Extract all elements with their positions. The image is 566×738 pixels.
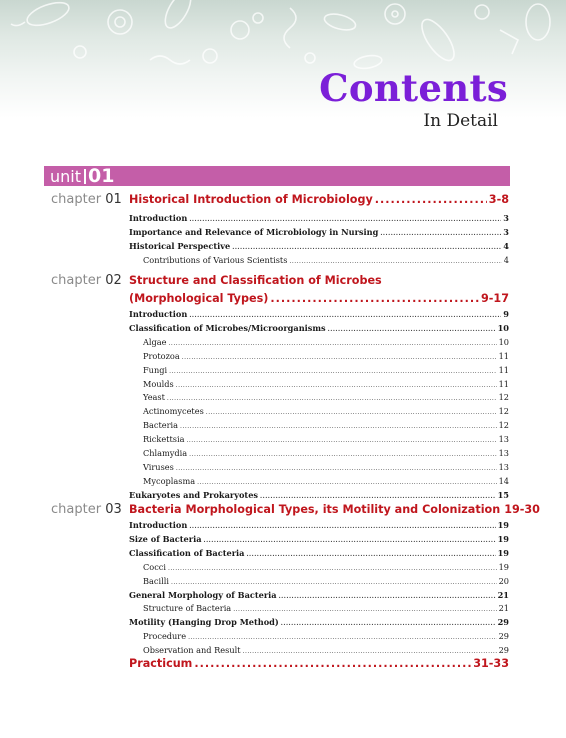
toc-entry-label: Bacteria [143,420,179,431]
toc-entry-page: 15 [497,489,509,500]
toc-entry-label: Contributions of Various Scientists [143,254,288,265]
toc-entry[interactable] [143,462,509,475]
toc-entry-label: Actinomycetes [143,406,204,417]
toc-entry-page: 9 [503,309,509,319]
chapter-title-text: Historical Introduction of Microbiology [129,193,373,206]
toc-entry-page: 19 [498,561,509,572]
leader-dots [168,565,497,572]
toc-entry-label: Eukaryotes and Prokaryotes [129,489,259,500]
toc-entry-page: 29 [498,631,509,642]
toc-entry[interactable] [129,520,509,533]
toc-entry-label: Rickettsia [143,434,185,445]
practicum-text: Practicum [129,657,193,670]
toc-entry-page: 3 [503,226,509,237]
toc-entry-page: 19 [497,547,509,558]
toc-entry-label: Bacilli [143,575,169,586]
chapter-tag [51,273,122,288]
leader-dots [189,523,495,530]
toc-entry[interactable] [143,562,509,575]
toc-entry-page: 13 [498,434,509,445]
toc-entry-page: 20 [498,575,509,586]
leader-dots [194,657,471,671]
toc-entry-page: 13 [498,461,509,472]
toc-entry-label: Chlamydia [143,448,188,458]
chapter-title-text: Structure and Classification of Microbes [129,274,382,287]
leader-dots [180,423,497,430]
leader-dots [186,437,496,444]
toc-entry-label: General Morphology of Bacteria [129,589,277,600]
toc-entry-label: Protozoa [143,350,180,361]
leader-dots [279,593,496,600]
chapter-title-line [129,503,540,517]
toc-entry-page: 21 [498,603,509,614]
chapter-title-line [129,193,509,207]
unit-separator [84,169,86,184]
leader-dots [171,579,497,586]
toc-entry-page: 10 [497,322,509,333]
toc-entry-page: 11 [498,350,509,361]
toc-entry[interactable] [143,603,509,616]
leader-dots [243,648,497,655]
toc-entry-label: Motility (Hanging Drop Method) [129,617,279,628]
leader-dots [189,451,496,458]
toc-entry-label: Yeast [143,392,165,403]
toc-entry-label: Classification of Microbes/Microorganisms [129,322,326,333]
toc-entry-label: Viruses [143,461,174,472]
toc-entry-label: Introduction [129,309,188,319]
unit-banner [44,166,510,186]
toc-entry-label: Mycoplasma [143,475,196,486]
toc-entry-page: 3 [503,213,509,223]
leader-dots [233,606,496,613]
chapter-number: 02 [105,273,122,288]
chapter-title[interactable] [129,503,540,517]
toc-entry-page: 12 [498,406,509,417]
chapter-page-range: 19-30 [504,503,540,516]
page-subtitle: In Detail [423,111,498,131]
toc-entry[interactable] [129,227,509,240]
toc-entry-page: 11 [498,364,509,375]
toc-entry[interactable] [143,255,509,268]
toc-entry-label: Cocci [143,561,166,572]
unit-number: 01 [88,165,115,187]
toc-entry-label: Moulds [143,378,174,389]
leader-dots [189,312,501,319]
chapter-title-text: Bacteria Morphological Types, its Motility and Colonization [129,503,501,516]
toc-entry-page: 29 [498,645,509,656]
leader-dots [232,244,501,251]
toc-entry-page: 10 [498,336,509,347]
toc-entry-page: 29 [497,617,509,628]
toc-entry[interactable] [129,490,509,503]
toc-entry-page: 4 [503,254,509,265]
toc-entry[interactable] [143,576,509,589]
toc-entry-label: Size of Bacteria [129,533,202,544]
toc-entry[interactable] [143,351,509,364]
chapter-number: 03 [105,502,122,517]
leader-dots [197,479,496,486]
toc-entry-page: 19 [497,520,509,530]
toc-entry-label: Introduction [129,213,188,223]
toc-entry[interactable] [129,617,509,630]
leader-dots [167,395,497,402]
leader-dots [176,382,497,389]
toc-entry-page: 12 [498,392,509,403]
toc-entry-label: Importance and Relevance of Microbiology in Nursing [129,226,379,237]
unit-label [50,166,114,186]
leader-dots [328,326,496,333]
leader-dots [380,230,501,237]
toc-entry-page: 12 [498,420,509,431]
leader-dots [246,551,495,558]
toc-entry[interactable] [143,476,509,489]
toc-entry[interactable] [143,392,509,405]
chapter-title[interactable] [129,193,509,207]
toc-entry[interactable] [143,379,509,392]
page-title: Contents [319,66,508,110]
toc-entry[interactable] [129,213,509,226]
chapter-tag [51,192,122,207]
toc-entry-label: Algae [143,336,167,347]
leader-dots [169,368,496,375]
chapter-page-range: 3-8 [488,193,509,206]
leader-dots [204,537,496,544]
toc-entry-page: 14 [498,475,509,486]
toc-entry[interactable] [143,448,509,461]
toc-entry-label: Historical Perspective [129,240,231,251]
leader-dots [176,465,497,472]
chapter-tag [51,502,122,517]
practicum-line [129,657,509,671]
toc-entry-page: 4 [503,240,509,251]
leader-dots [375,193,487,207]
chapter-word: chapter [51,192,106,207]
toc-entry-label: Introduction [129,520,188,530]
chapter-word: chapter [51,273,106,288]
chapter-title[interactable] [129,274,509,306]
toc-entry[interactable] [129,590,509,603]
toc-entry-page: 13 [498,448,509,458]
leader-dots [281,620,496,627]
toc-entry-label: Fungi [143,364,168,375]
leader-dots [289,258,501,265]
practicum-page-range: 31-33 [473,657,509,670]
toc-entry-page: 11 [498,378,509,389]
toc-entry[interactable] [143,434,509,447]
toc-entry[interactable] [129,548,509,561]
leader-dots [189,216,501,223]
chapter-page-range: 9-17 [481,292,509,305]
chapter-word: chapter [51,502,106,517]
toc-entry[interactable] [143,337,509,350]
toc-entry[interactable] [129,309,509,322]
leader-dots [260,493,496,500]
toc-entry-label: Procedure [143,631,187,642]
toc-entry-label: Classification of Bacteria [129,547,245,558]
toc-entry-label: Structure of Bacteria [143,603,232,614]
unit-word: unit [50,167,81,186]
toc-entry[interactable] [129,534,509,547]
chapter-title-text: (Morphological Types) [129,292,269,305]
toc-entry-page: 19 [497,533,509,544]
practicum-title[interactable] [129,657,509,671]
toc-entry[interactable] [129,323,509,336]
leader-dots [182,354,497,361]
leader-dots [270,292,479,306]
leader-dots [169,340,497,347]
toc-entry-label: Observation and Result [143,645,241,656]
toc-entry[interactable] [143,406,509,419]
leader-dots [206,409,497,416]
toc-entry[interactable] [143,631,509,644]
chapter-title-line [129,274,509,288]
toc-entry-page: 21 [497,589,509,600]
toc-entry[interactable] [143,420,509,433]
chapter-title-line [129,292,509,306]
toc-entry[interactable] [129,241,509,254]
leader-dots [188,634,497,641]
chapter-number: 01 [105,192,122,207]
toc-entry[interactable] [143,365,509,378]
